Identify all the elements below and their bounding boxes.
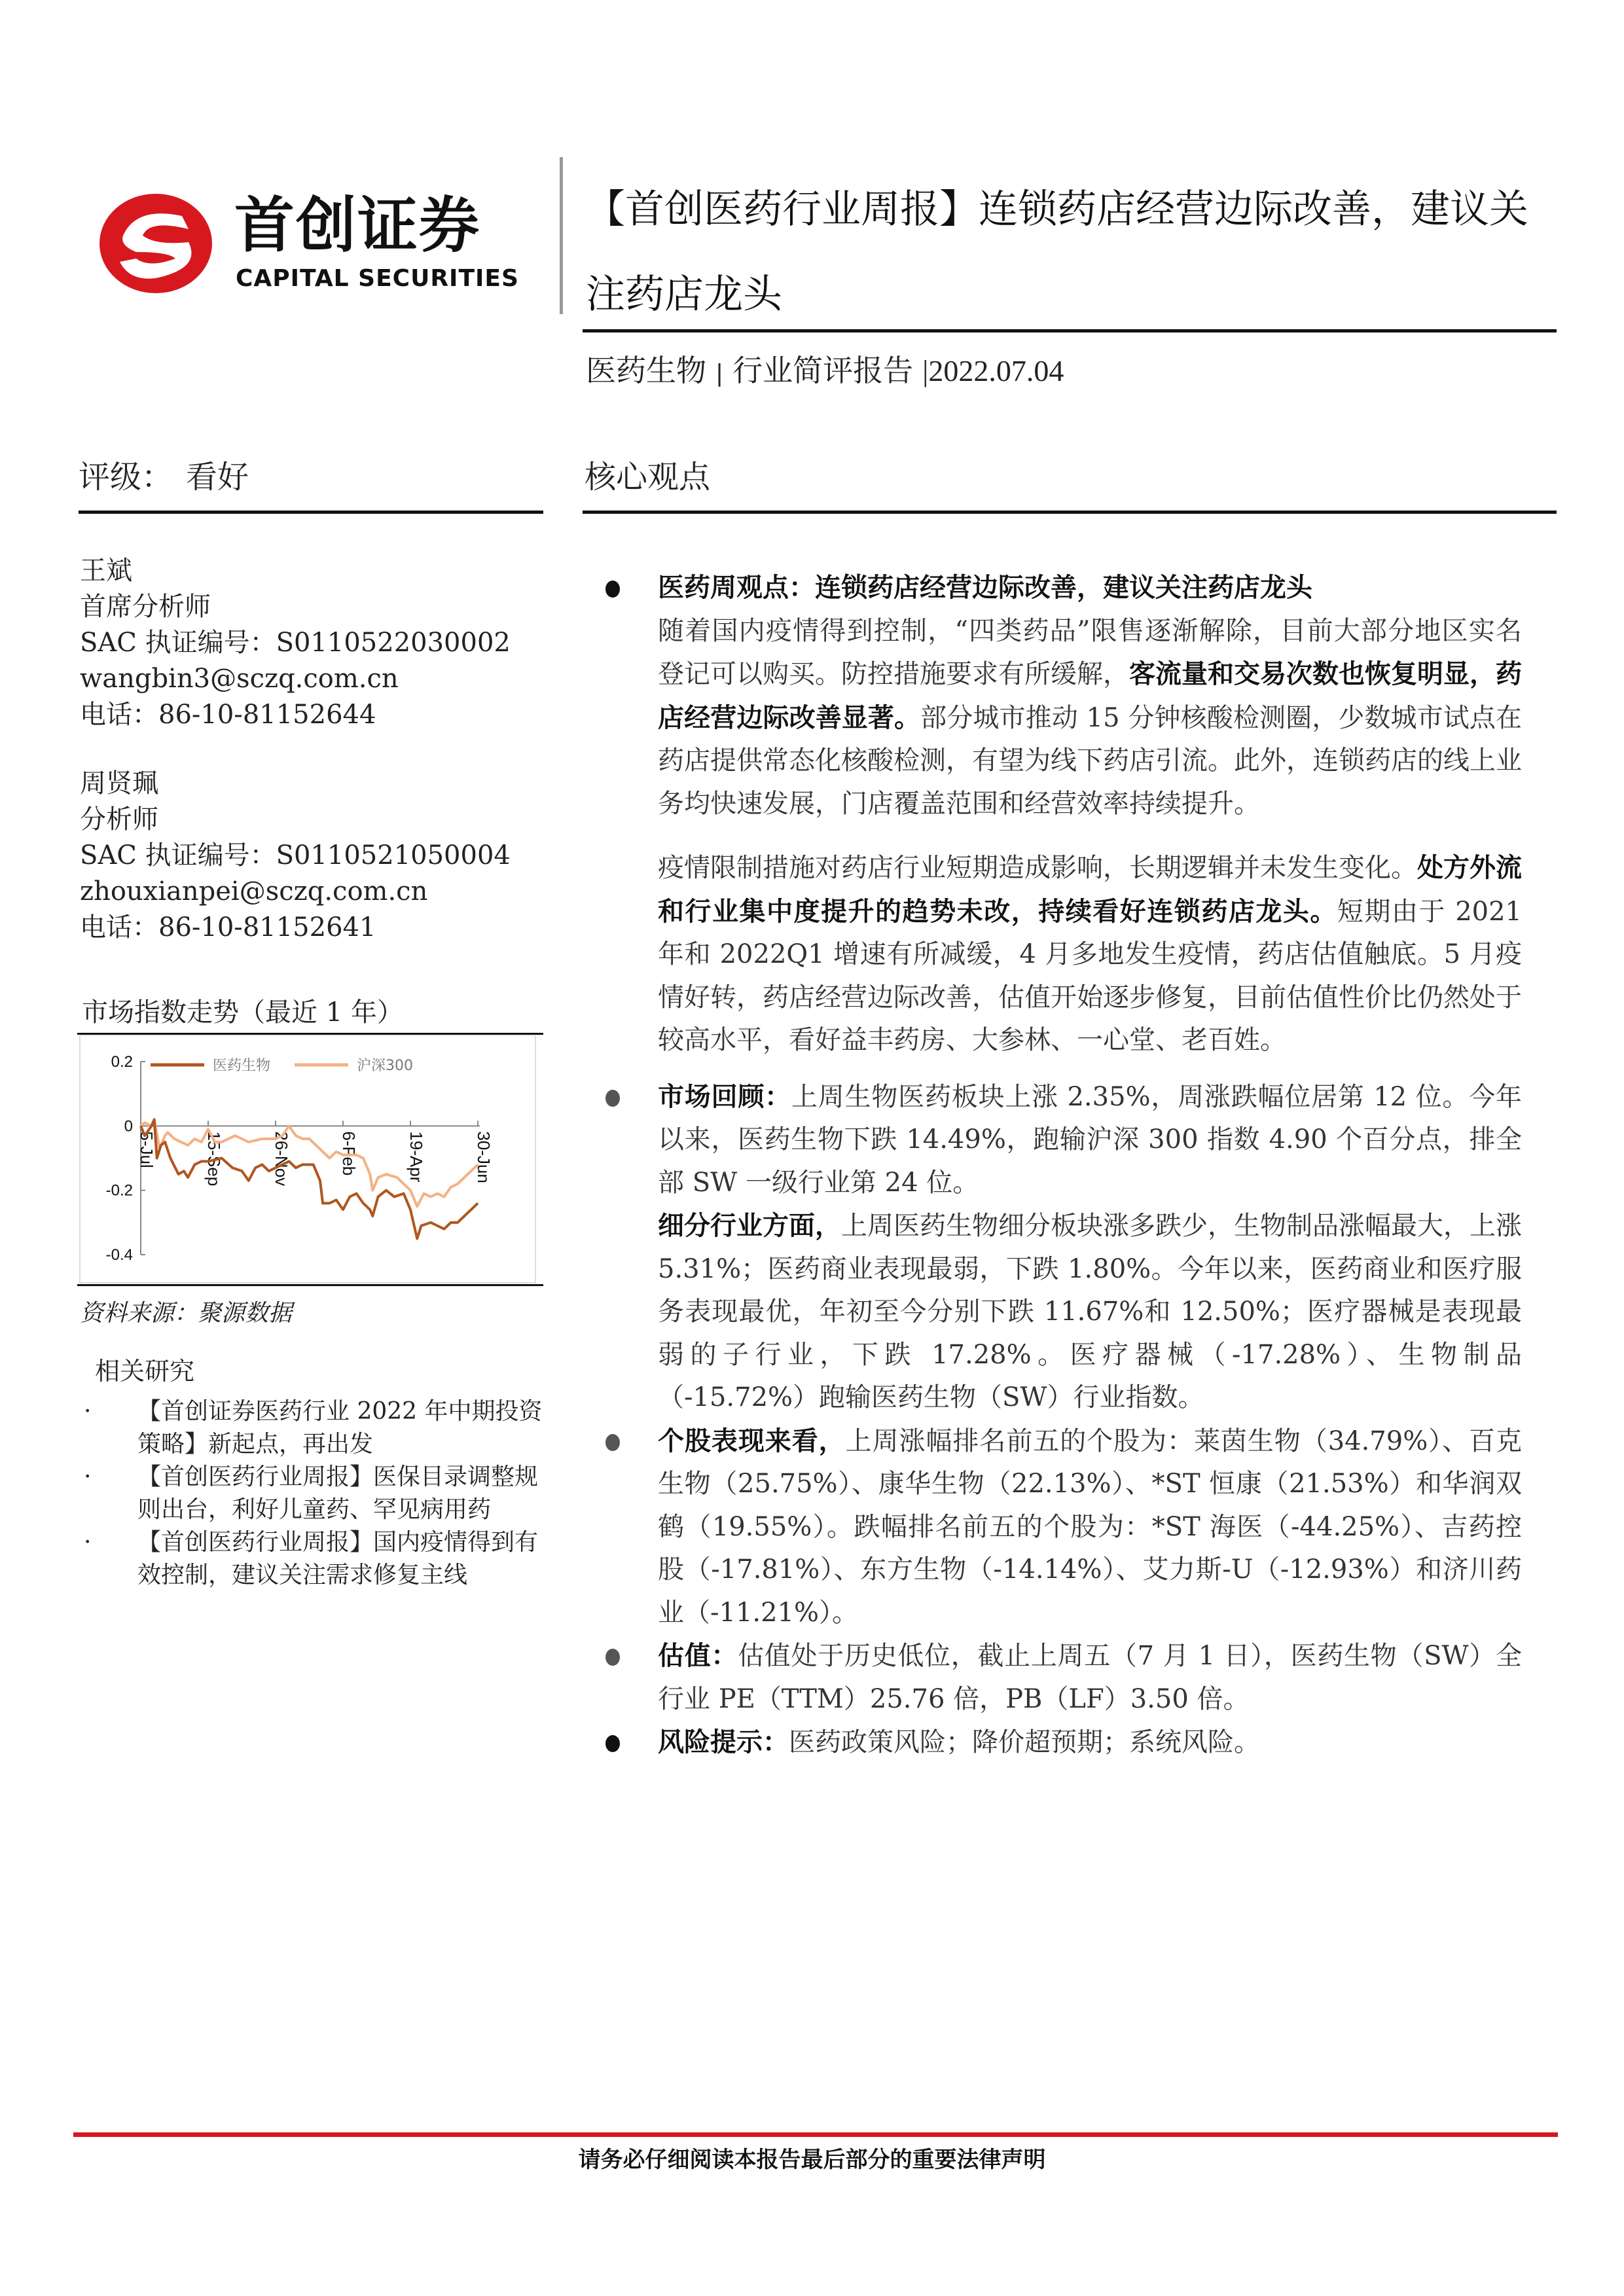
logo-mark-icon [97,190,215,298]
bullet-stocks [605,1420,1522,1635]
footer-disclaimer[interactable]: 请务必仔细阅读本报告最后部分的重要法律声明 [578,2147,1046,2173]
bullet-heading: 风险提示： [658,1727,789,1757]
analyst-email[interactable]: zhouxianpei@sczq.com.cn [80,876,428,906]
analyst-email[interactable]: wangbin3@sczq.com.cn [80,664,399,694]
rating-value: 看好 [186,459,249,495]
text: 上周医药生物细分板块涨多跌少，生物制品涨幅最大，上涨 5.31%；医药商业表现最弱，下跌 1.80%。今年以来，医药商业和医疗服务表现最优，年初至今分别下跌 11.67%和 12.50%；医疗器械是表现最弱的子行业，下跌 17.28%。医疗器械（-17.28%）、生物制品（-15.72%）跑输医药生物（SW）行业指数。 [658,1211,1522,1412]
rating [79,452,249,497]
bullet-heading: 个股表现来看， [658,1425,846,1456]
bullet-icon [605,1735,620,1752]
title-rule [583,329,1557,332]
bullet-heading: 医药周观点：连锁药店经营边际改善，建议关注药店龙头 [658,572,1312,603]
bullet-risk [605,1721,1522,1765]
report-type: 行业简评报告 [732,353,914,388]
rating-rule [79,511,543,514]
bullet-icon [605,1649,620,1666]
chart-top-rule [77,1033,543,1035]
related-item[interactable]: · 【首创医药行业周报】国内疫情得到有效控制，建议关注需求修复主线 [79,1526,550,1592]
analyst-sac: SAC 执证编号：S0110521050004 [80,840,511,870]
sector: 医药生物 [586,353,706,388]
text: 医药政策风险；降价超预期；系统风险。 [789,1727,1260,1757]
chart-bottom-rule [77,1284,543,1286]
analyst-sac: SAC 执证编号：S0110522030002 [80,628,511,658]
x-tick-label: 26-Nov [272,1131,291,1187]
related-item[interactable]: · 【首创医药行业周报】医保目录调整规则出台，利好儿童药、罕见病用药 [79,1461,550,1526]
bullet-weekly-view [605,566,1522,1062]
related-research [79,1355,550,1592]
x-tick-label: 30-Jun [474,1131,494,1183]
analyst-list [80,553,511,946]
text: 上周涨幅排名前五的个股为：莱茵生物（34.79%）、百克生物（25.75%）、康华生物（22.13%）、*ST 恒康（21.53%）和华润双鹤（19.55%）。跌幅排名前五的个股为：*ST 海医（-44.25%）、吉药控股（-17.81%）、东方生物（-14.14%）、艾力斯-U（-12.93%）和济川药业（-11.21%）。 [658,1426,1522,1628]
report-date: |2022.07.04 [922,354,1064,387]
footer-rule [73,2132,1558,2137]
core-rule [583,511,1557,514]
legend-label: 医药生物 [213,1058,271,1074]
logo-cn: 首创证券 [234,190,481,260]
y-tick-label: -0.2 [105,1181,133,1200]
x-tick-label: 15-Sep [204,1131,224,1187]
bullet-heading: 估值： [658,1640,738,1671]
y-tick-label: 0 [124,1117,133,1136]
analyst-phone: 电话：86-10-81152641 [80,912,376,942]
y-tick-label: -0.4 [105,1246,133,1264]
analyst-role: 首席分析师 [80,592,211,622]
analyst-phone: 电话：86-10-81152644 [80,700,376,730]
report-meta [586,347,1073,390]
bullet-heading: 市场回顾： [658,1081,791,1112]
x-tick-label: 5-Jul [137,1131,156,1168]
chart-source: 资料来源：聚源数据 [80,1300,293,1327]
analyst-name: 王斌 [80,556,132,586]
rating-label: 评级： [79,459,173,495]
related-item[interactable]: · 【首创证券医药行业 2022 年中期投资策略】新起点，再出发 [79,1395,550,1461]
x-tick-label: 19-Apr [406,1131,426,1183]
text: 估值处于历史低位，截止上周五（7 月 1 日），医药生物（SW）全行业 PE（TTM）25.76 倍，PB（LF）3.50 倍。 [658,1641,1523,1714]
analyst-role: 分析师 [80,804,158,834]
related-title: 相关研究 [95,1357,195,1386]
header-divider [560,157,563,314]
bullet-valuation [605,1634,1522,1721]
chart-title: 市场指数走势（最近 1 年） [82,997,403,1028]
market-index-chart [79,1035,537,1284]
text-bold: 处方外流和行业集中度提升的趋势未改，持续看好连锁药店龙头。 [658,852,1522,927]
text: 随着国内疫情得到控制，“四类药品”限售逐渐解除，目前大部分地区实名登记可以购买。防控措施要求有所缓解， [658,615,1522,689]
y-tick-label: 0.2 [111,1053,133,1071]
bullet-icon [605,1434,620,1451]
bullet-market-review [605,1075,1522,1420]
report-title: 【首创医药行业周报】连锁药店经营边际改善，建议关注药店龙头 [586,187,1528,317]
analyst-name: 周贤珮 [80,768,158,798]
x-tick-label: 6-Feb [339,1131,359,1176]
meta-sep: | [715,360,724,387]
bullet-icon [605,1090,620,1107]
text: 短期由于 2021 年和 2022Q1 增速有所减缓，4 月多地发生疫情，药店估值触底。5 月疫情好转，药店经营边际改善，估值开始逐步修复，目前估值性价比仍然处于较高水平，看好益丰药房、大参林、一心堂、老百姓。 [658,896,1522,1055]
text: 部分城市推动 15 分钟核酸检测圈，少数城市试点在药店提供常态化核酸检测，有望为线下药店引流。此外，连锁药店的线上业务均快速发展，门店覆盖范围和经营效率持续提升。 [658,702,1523,819]
company-logo [97,190,542,301]
text: 疫情限制措施对药店行业短期造成影响，长期逻辑并未发生变化。 [658,853,1417,883]
bullet-icon [605,581,620,598]
legend-label: 沪深300 [357,1058,413,1074]
sub-heading: 细分行业方面， [658,1210,841,1241]
text: 上周生物医药板块上涨 2.35%，周涨跌幅位居第 12 位。今年以来，医药生物下跌 14.49%，跑输沪深 300 指数 4.90 个百分点，排全部 SW 一级行业第 24 位。 [658,1081,1522,1198]
logo-en: CAPITAL SECURITIES [236,265,519,292]
core-viewpoints [605,566,1522,1765]
core-title: 核心观点 [585,459,711,495]
text-bold: 客流量和交易次数也恢复明显，药店经营边际改善显著。 [658,658,1522,733]
